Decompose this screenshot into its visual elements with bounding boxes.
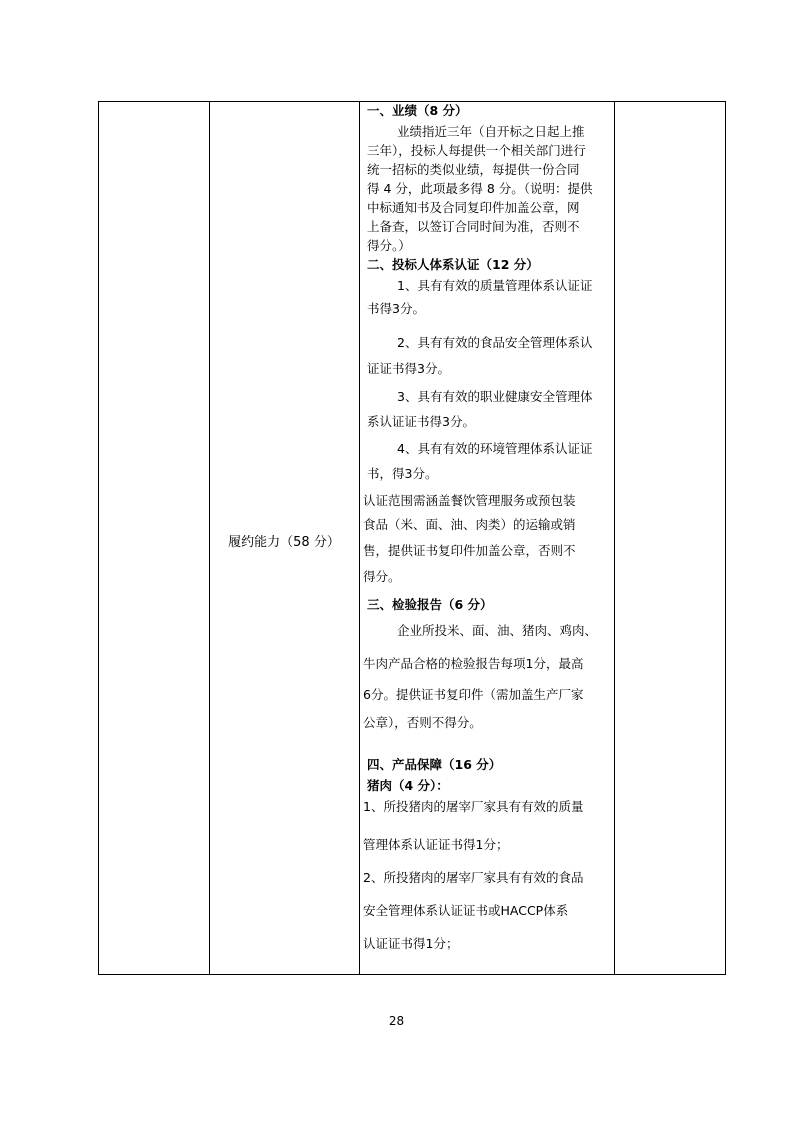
column-divider-2 bbox=[359, 101, 360, 975]
content-line: 企业所投米、面、油、猪肉、鸡肉、 bbox=[397, 623, 598, 638]
content-line: 管理体系认证证书得1分； bbox=[363, 837, 509, 852]
content-line: 2、具有有效的食品安全管理体系认 bbox=[397, 335, 593, 350]
content-line: 3、具有有效的职业健康安全管理体 bbox=[397, 389, 593, 404]
content-line: 1、具有有效的质量管理体系认证证 bbox=[397, 278, 593, 293]
content-line: 三、检验报告（6 分） bbox=[367, 597, 493, 612]
content-line: 二、投标人体系认证（12 分） bbox=[367, 257, 539, 272]
table-border-right bbox=[725, 101, 726, 975]
column-divider-3 bbox=[614, 101, 615, 975]
content-line: 认证证书得1分； bbox=[363, 936, 459, 951]
content-line: 得分。 bbox=[363, 569, 401, 584]
content-line: 业绩指近三年（自开标之日起上推 bbox=[397, 124, 585, 139]
content-line: 安全管理体系认证证书或HACCP体系 bbox=[363, 903, 569, 918]
content-line: 公章），否则不得分。 bbox=[363, 715, 482, 730]
table-border-left bbox=[98, 101, 99, 975]
content-line: 认证范围需涵盖餐饮管理服务或预包装 bbox=[363, 493, 576, 508]
table-border-bottom bbox=[98, 974, 726, 975]
content-line: 猪肉（4 分）： bbox=[367, 778, 449, 793]
content-line: 1、所投猪肉的屠宰厂家具有有效的质量 bbox=[363, 799, 584, 814]
content-line: 牛肉产品合格的检验报告每项1分，最高 bbox=[363, 656, 584, 671]
content-line: 6分。提供证书复印件（需加盖生产厂家 bbox=[363, 687, 584, 702]
content-line: 三年），投标人每提供一个相关部门进行 bbox=[367, 143, 586, 158]
content-line: 四、产品保障（16 分） bbox=[367, 757, 502, 772]
content-line: 4、具有有效的环境管理体系认证证 bbox=[397, 441, 593, 456]
content-line: 上备查，以签订合同时间为准，否则不 bbox=[367, 219, 580, 234]
content-line: 得 4 分，此项最多得 8 分。（说明：提供 bbox=[367, 181, 593, 196]
content-line: 得分。） bbox=[367, 238, 411, 253]
content-line: 中标通知书及合同复印件加盖公章，网 bbox=[367, 200, 580, 215]
category-cell: 履约能力（58 分） bbox=[228, 535, 340, 550]
content-line: 一、业绩（8 分） bbox=[367, 103, 468, 118]
content-line: 售，提供证书复印件加盖公章，否则不 bbox=[363, 543, 576, 558]
content-line: 2、所投猪肉的屠宰厂家具有有效的食品 bbox=[363, 870, 584, 885]
content-line: 系认证证书得3分。 bbox=[367, 414, 475, 429]
content-line: 食品（米、面、油、肉类）的运输或销 bbox=[363, 517, 576, 532]
content-line: 统一招标的类似业绩，每提供一份合同 bbox=[367, 162, 580, 177]
content-line: 证证书得3分。 bbox=[367, 361, 450, 376]
content-line: 书，得3分。 bbox=[367, 466, 438, 481]
content-line: 书得3分。 bbox=[367, 301, 425, 316]
page-number: 28 bbox=[388, 1014, 405, 1028]
